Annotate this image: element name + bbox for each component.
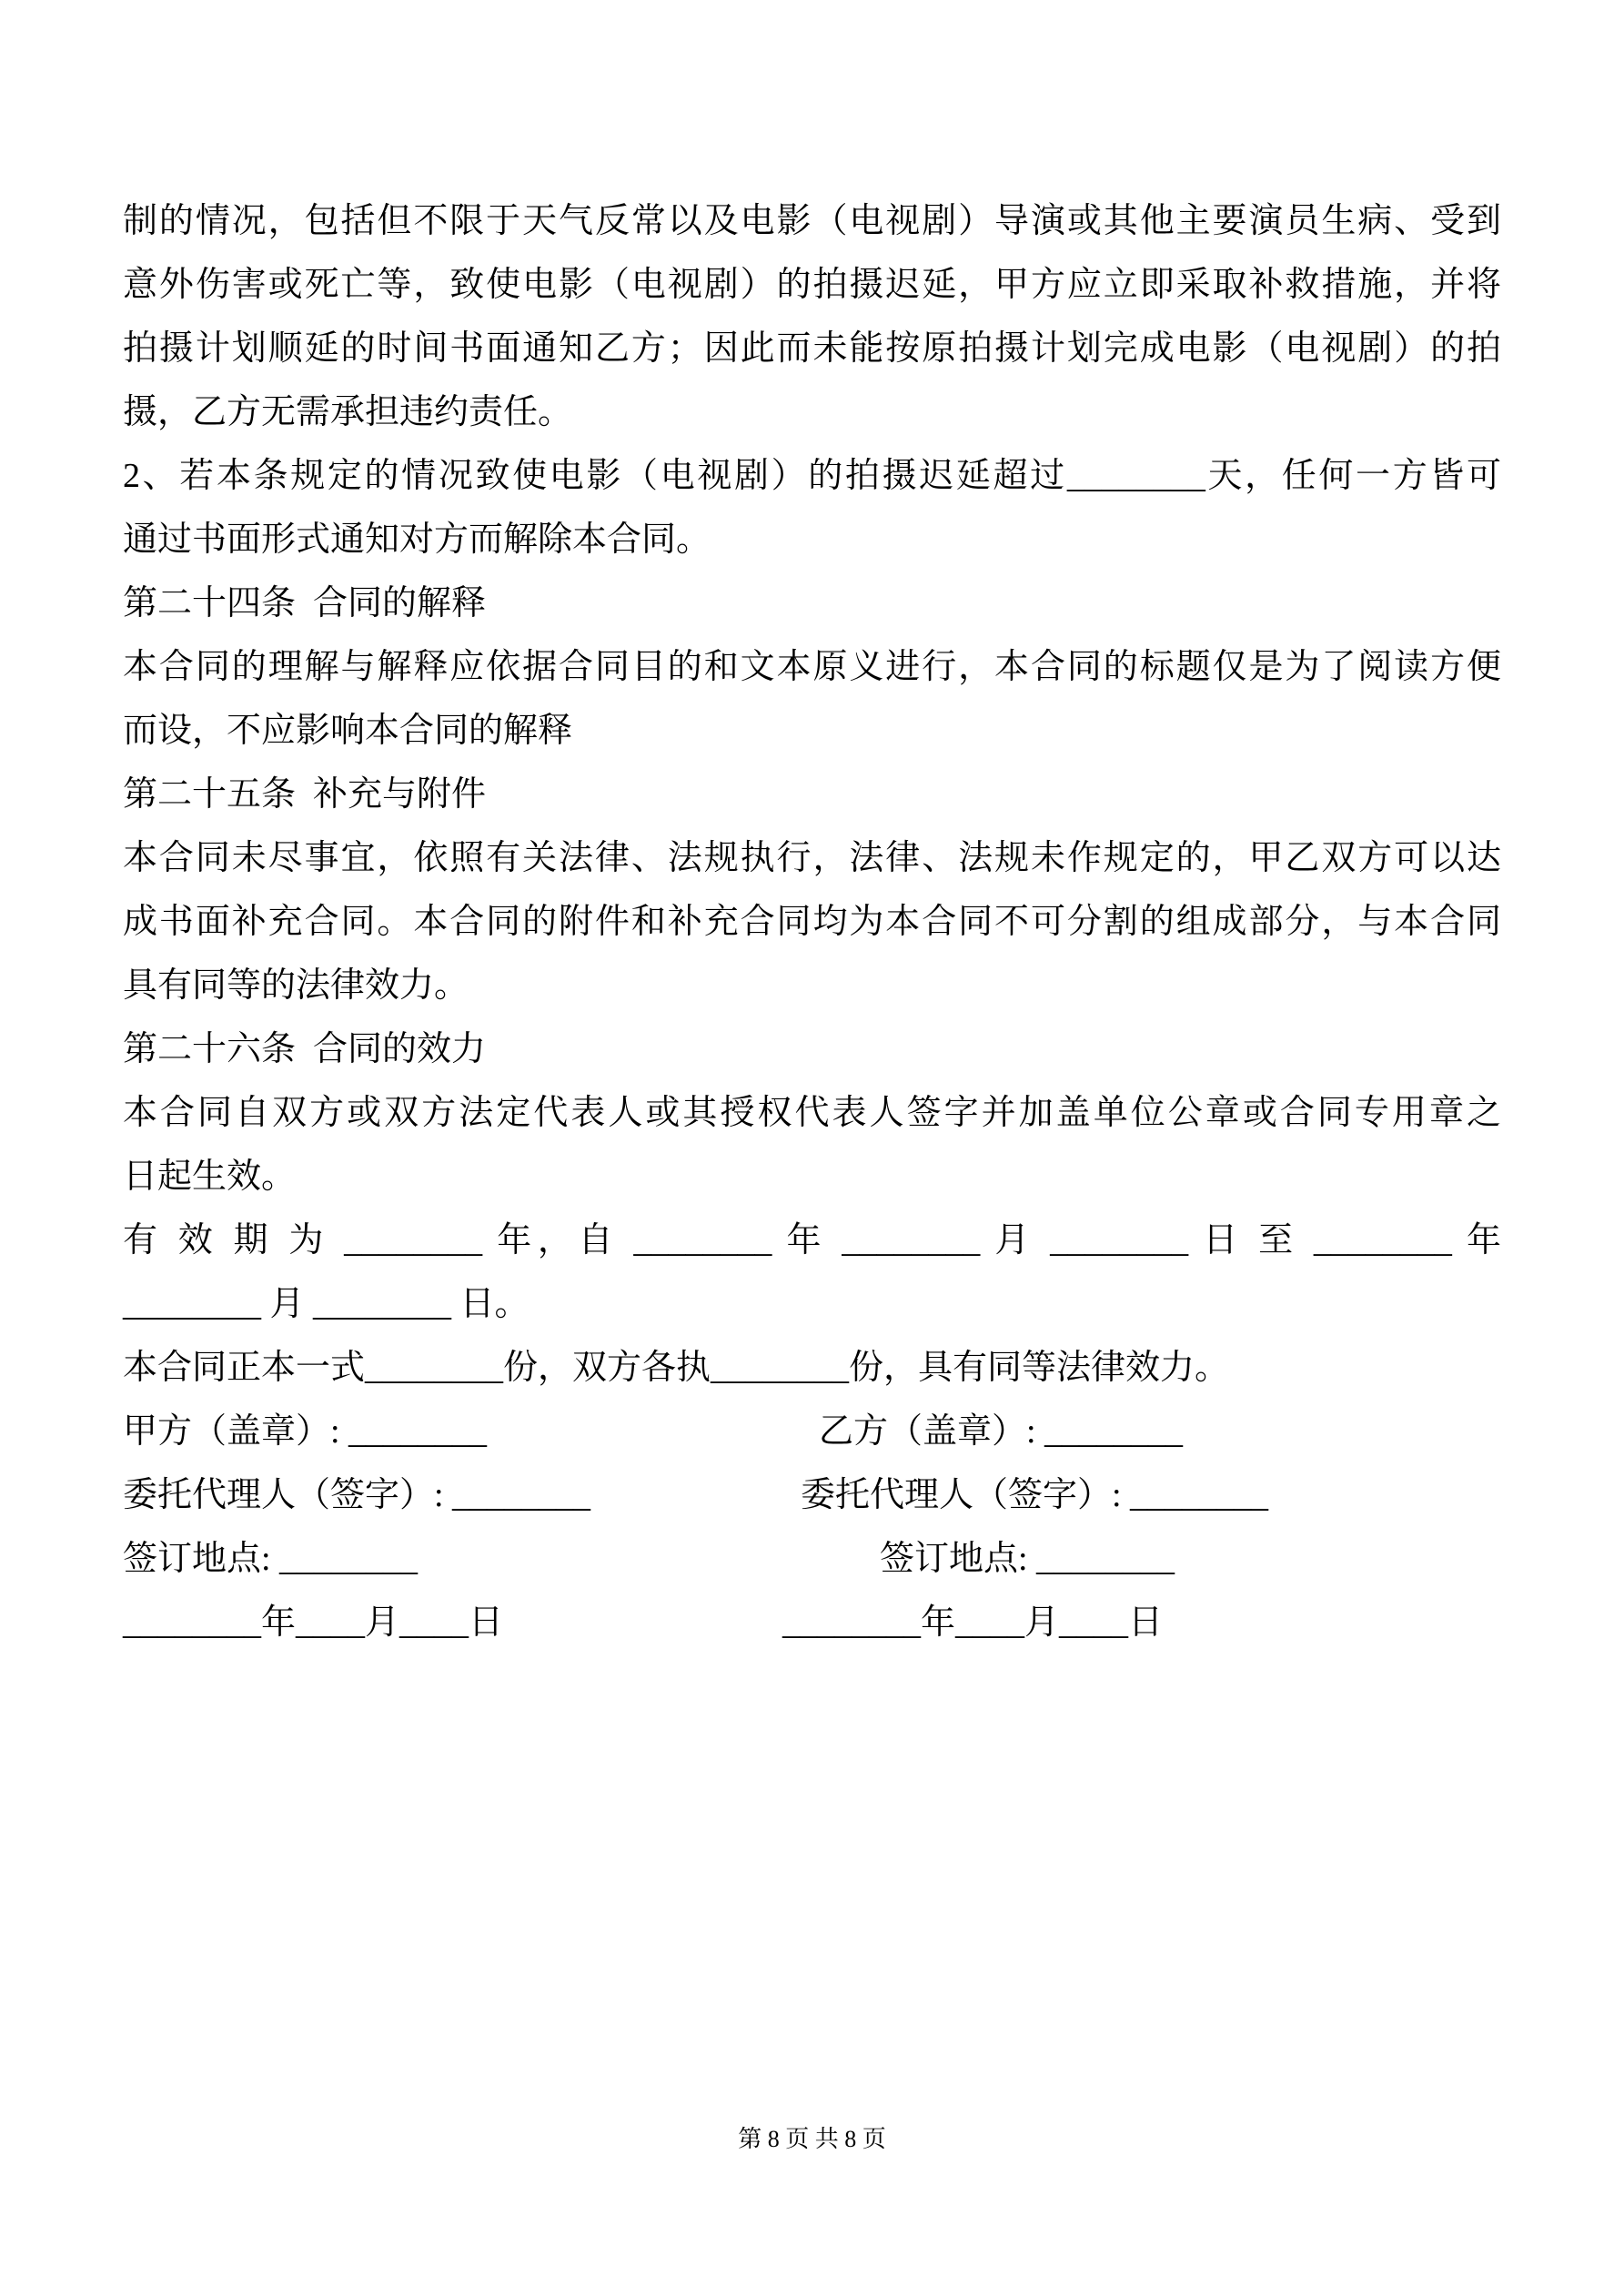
party-b-signing-date-blank: ________年____月____日 [782, 1603, 1164, 1642]
contract-line-validity-period-cont: ________ 月 ________ 日。 [123, 1285, 530, 1323]
contract-line: 通过书面形式通知对方而解除本合同。 [123, 521, 711, 559]
signature-row-location [123, 1527, 1501, 1591]
signature-row-seal [123, 1400, 1501, 1463]
page-number-indicator: 第 8 页 共 8 页 [738, 2126, 886, 2152]
contract-line-copies: 本合同正本一式________份，双方各执________份，具有同等法律效力。 [123, 1349, 1230, 1387]
party-b-seal-label: 乙方（盖章）: ________ [819, 1412, 1184, 1451]
party-a-agent-signature-label: 委托代理人（签字）: ________ [123, 1476, 591, 1514]
contract-line: 意外伤害或死亡等，致使电影（电视剧）的拍摄迟延，甲方应立即采取补救措施，并将 [123, 266, 1501, 304]
contract-line: 摄，乙方无需承担违约责任。 [123, 393, 573, 431]
contract-line: 本合同自双方或双方法定代表人或其授权代表人签字并加盖单位公章或合同专用章之 [123, 1094, 1501, 1132]
party-a-signing-location-label: 签订地点: ________ [123, 1540, 419, 1578]
contract-line: 制的情况，包括但不限于天气反常以及电影（电视剧）导演或其他主要演员生病、受到 [123, 202, 1501, 240]
contract-body [123, 189, 1501, 1654]
contract-line-clause-2: 2、若本条规定的情况致使电影（电视剧）的拍摄迟延超过________天，任何一方皆可 [123, 457, 1501, 495]
page-footer [0, 2126, 1624, 2153]
contract-line: 拍摄计划顺延的时间书面通知乙方；因此而未能按原拍摄计划完成电影（电视剧）的拍 [123, 329, 1501, 368]
party-b-agent-signature-label: 委托代理人（签字）: ________ [801, 1476, 1269, 1514]
signature-row-date [123, 1591, 1501, 1654]
article-heading-26: 第二十六条 合同的效力 [123, 1030, 487, 1068]
article-heading-24: 第二十四条 合同的解释 [123, 584, 487, 622]
contract-line-validity-period: 有 效 期 为 ________ 年，自 ________ 年 ________ 月 ________ 日 至 ________ 年 [123, 1221, 1501, 1259]
contract-line: 而设，不应影响本合同的解释 [123, 712, 573, 750]
contract-line: 本合同的理解与解释应依据合同目的和文本原义进行，本合同的标题仅是为了阅读方便 [123, 648, 1501, 686]
contract-line: 具有同等的法律效力。 [123, 966, 469, 1005]
contract-line: 日起生效。 [123, 1158, 297, 1196]
signature-row-agent [123, 1463, 1501, 1527]
contract-line: 成书面补充合同。本合同的附件和补充合同均为本合同不可分割的组成部分，与本合同 [123, 903, 1501, 941]
article-heading-25: 第二十五条 补充与附件 [123, 775, 487, 814]
contract-line: 本合同未尽事宜，依照有关法律、法规执行，法律、法规未作规定的，甲乙双方可以达 [123, 839, 1501, 877]
party-b-signing-location-label: 签订地点: ________ [880, 1540, 1175, 1578]
party-a-seal-label: 甲方（盖章）: ________ [123, 1412, 488, 1451]
party-a-signing-date-blank: ________年____月____日 [123, 1603, 504, 1642]
